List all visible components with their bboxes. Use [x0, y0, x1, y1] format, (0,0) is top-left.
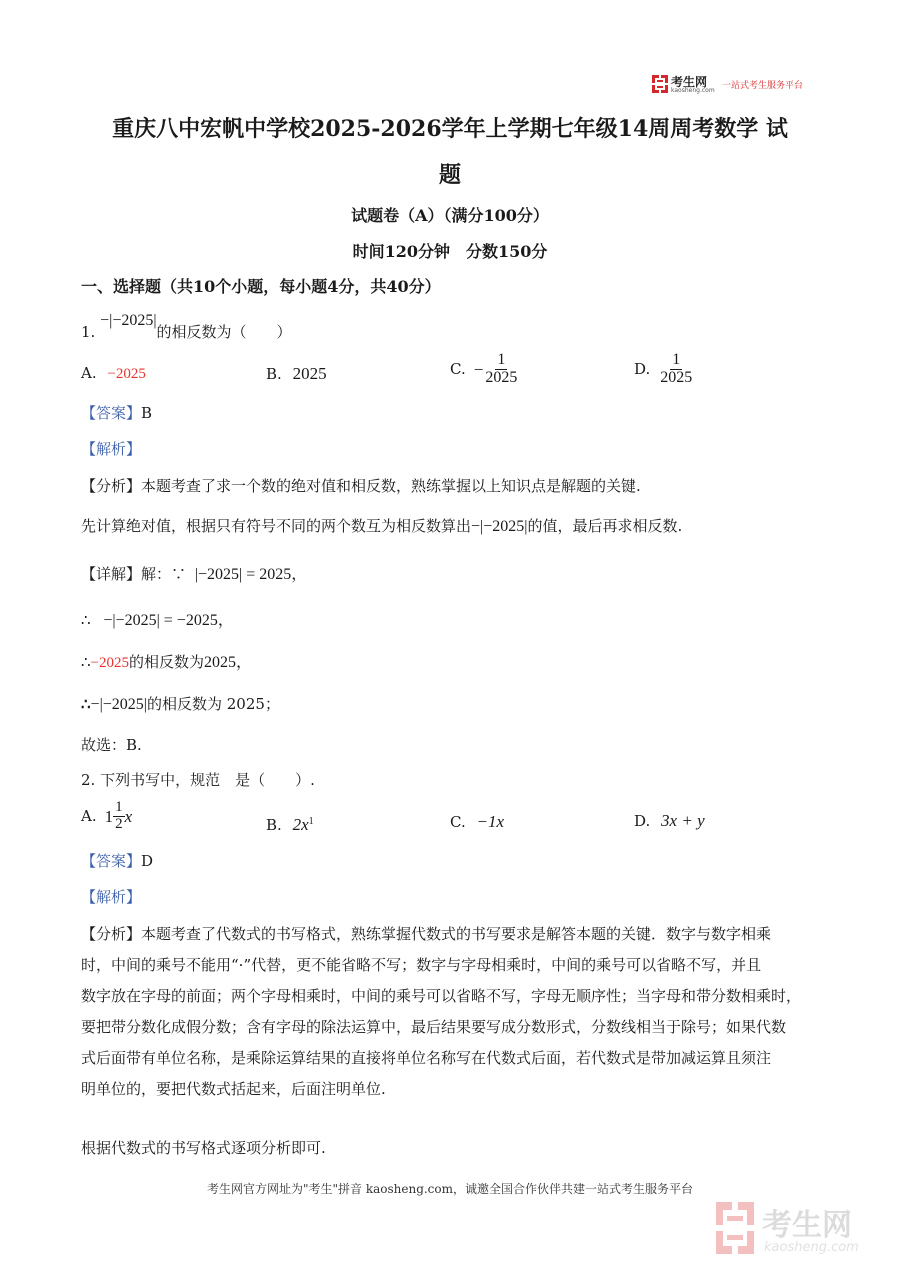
option-b-value: 2025	[292, 364, 327, 383]
q2-option-c: C. −1x	[450, 812, 505, 831]
logo-en-text: kaosheng.com	[671, 87, 715, 94]
logo-slogan: 一站式考生服务平台	[722, 81, 804, 91]
question-number: 1.	[81, 323, 96, 341]
subtitle-time: 时间120分钟 分数150分	[352, 242, 548, 261]
choose-1: 故选：B.	[81, 736, 142, 754]
footer-text: 考生网官方网址为"考生"拼音 kaosheng.com，诚邀全国合作伙伴共建一站式考生服务平台	[206, 1182, 694, 1196]
option-b: B. 2025	[266, 364, 327, 383]
q2-option-a: A. 1 $\frac{1}{2}$ x	[81, 799, 133, 832]
conclusion-2: 根据代数式的书写格式逐项分析即可.	[81, 1139, 326, 1157]
option-c: C. − $\frac{1}{2025}$	[450, 351, 518, 386]
watermark-logo-icon	[716, 1202, 754, 1254]
header-logo	[652, 74, 832, 96]
step-3: ∴−2025的相反数为2025，	[81, 653, 253, 671]
q2-option-b: B. $2x^1$	[266, 815, 314, 834]
step-2: ∴ −|−2025| = −2025，	[81, 611, 234, 629]
option-d: D. $\frac{1}{2025}$	[634, 351, 693, 386]
section-heading: 一、选择题（共10个小题，每小题4分，共40分）	[81, 277, 441, 296]
analysis-1: 【分析】本题考查了求一个数的绝对值和相反数，熟练掌握以上知识点是解题的关键.	[81, 477, 641, 495]
answer-1: 【答案】B	[81, 404, 153, 422]
analysis-tag-1: 【解析】	[81, 440, 142, 458]
watermark-en: kaosheng.com	[764, 1240, 859, 1255]
question-1-expression: −|−2025|	[100, 312, 157, 329]
question-1-stem	[81, 312, 292, 347]
kaosheng-logo-icon	[652, 75, 668, 93]
watermark-cn: 考生网	[762, 1208, 852, 1243]
page-title-line1: 重庆八中宏帆中学校2025-2026学年上学期七年级14周周考数学 试	[112, 116, 788, 142]
question-2-stem: 2. 下列书写中，规范 是（ ）.	[81, 771, 315, 789]
option-c-fraction: $\frac{1}{2025}$	[485, 351, 518, 386]
page-title-line2: 题	[438, 162, 461, 188]
analysis-tag-2: 【解析】	[81, 888, 142, 906]
subtitle-paper: 试题卷（A）（满分100分）	[351, 206, 549, 225]
watermark	[716, 1200, 886, 1260]
question-1-suffix: 的相反数为（ ）	[156, 323, 292, 341]
option-a: A. −2025	[81, 364, 146, 382]
answer-2: 【答案】D	[81, 852, 154, 870]
option-a-value: −2025	[107, 366, 146, 382]
q2-option-d: D. 3x + y	[634, 811, 705, 830]
option-d-fraction: $\frac{1}{2025}$	[660, 351, 693, 386]
detail-1: 【详解】解：∵ |−2025| = 2025，	[81, 565, 308, 583]
analysis-2: 【分析】本题考查了代数式的书写格式，熟练掌握代数式的书写要求是解答本题的关键．数字与数字相乘 时，中间的乘号不能用“·”代替，更不能省略不写；数字与字母相乘时，中间的乘号可以省略不写，并且 数字放在字母的前面；两个字母相乘时，中间的乘号可以省略不写，字母无顺序性；当字母和带分数相乘时， 要把带分数化成假分数；含有字母的除法运算中，最后结果要写成分数形式，分数线相当于除号；如果代数 式后面带有单位名称，是乘除运算结果的直接将单位名称写在代数式后面，若代数式是带加减运算且须注 明单位的，要把代数式括起来，后面注明单位.	[81, 925, 802, 1098]
logo-cn-text: 考生网	[671, 75, 708, 89]
method-1: 先计算绝对值，根据只有符号不同的两个数互为相反数算出−|−2025|的值，最后再求相反数.	[81, 517, 683, 535]
step-4: ∴−|−2025|的相反数为 2025；	[81, 695, 280, 713]
